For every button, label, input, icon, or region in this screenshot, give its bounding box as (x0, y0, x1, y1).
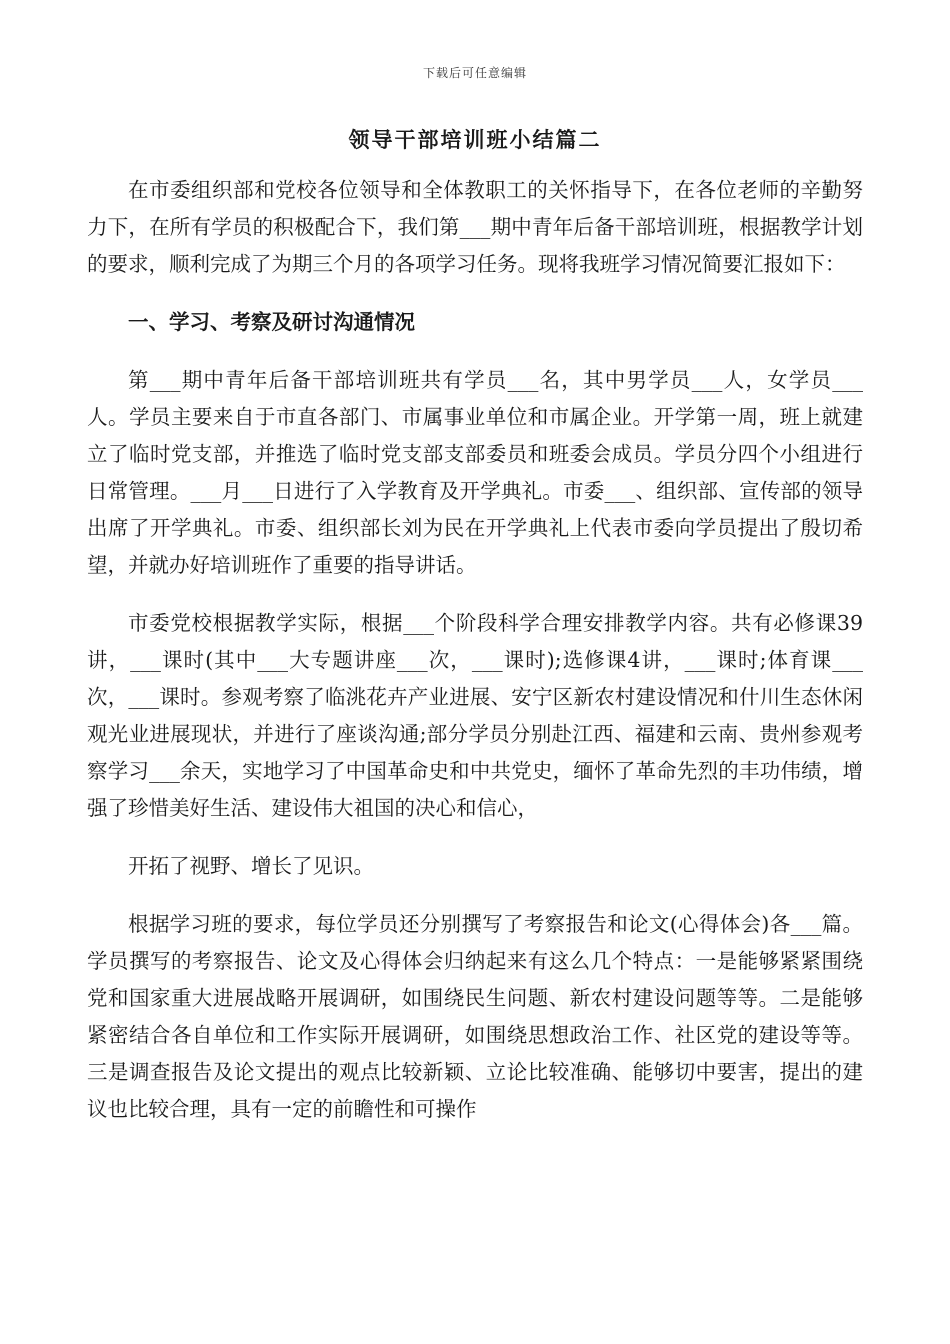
paragraph-students: 第___期中青年后备干部培训班共有学员___名，其中男学员___人，女学员___人。学员主要来自于市直各部门、市属事业单位和市属企业。开学第一周，班上就建立了临时党支部，并推选了临时党支部支部委员和班委会成员。学员分四个小组进行日常管理。___月___日进行了入学教育及开学典礼。市委___、组织部、宣传部的领导出席了开学典礼。市委、组织部长刘为民在开学典礼上代表市委向学员提出了殷切希望，并就办好培训班作了重要的指导讲话。 (87, 368, 863, 577)
paragraph-horizons: 开拓了视野、增长了见识。 (128, 854, 374, 878)
header-note: 下载后可任意编辑 (422, 66, 527, 80)
paragraph-reports: 根据学习班的要求，每位学员还分别撰写了考察报告和论文(心得体会)各___篇。学员撰写的考察报告、论文及心得体会归纳起来有这么几个特点：一是能够紧紧围绕党和国家重大进展战略开展调研，如围绕民生问题、新农村建设问题等等。二是能够紧密结合各自单位和工作实际开展调研，如围绕思想政治工作、社区党的建设等等。三是调查报告及论文提出的观点比较新颖、立论比较准确、能够切中要害，提出的建议也比较合理，具有一定的前瞻性和可操作 (87, 912, 863, 1121)
section-heading-1: 一、学习、考察及研讨沟通情况 (128, 310, 415, 334)
paragraph-curriculum: 市委党校根据教学实际，根据___个阶段科学合理安排教学内容。共有必修课39讲，___课时(其中___大专题讲座___次，___课时);选修课4讲，___课时;体育课___次，___课时。参观考察了临洮花卉产业进展、安宁区新农村建设情况和什川生态休闲观光业进展现状，并进行了座谈沟通;部分学员分别赴江西、福建和云南、贵州参观考察学习___余天，实地学习了中国革命史和中共党史，缅怀了革命先烈的丰功伟绩，增强了珍惜美好生活、建设伟大祖国的决心和信心， (87, 611, 863, 820)
document-body (87, 172, 863, 1128)
paragraph-intro: 在市委组织部和党校各位领导和全体教职工的关怀指导下，在各位老师的辛勤努力下，在所有学员的积极配合下，我们第___期中青年后备干部培训班，根据教学计划的要求，顺利完成了为期三个月的各项学习任务。现将我班学习情况简要汇报如下： (87, 178, 863, 276)
document-title: 领导干部培训班小结篇二 (348, 127, 602, 152)
